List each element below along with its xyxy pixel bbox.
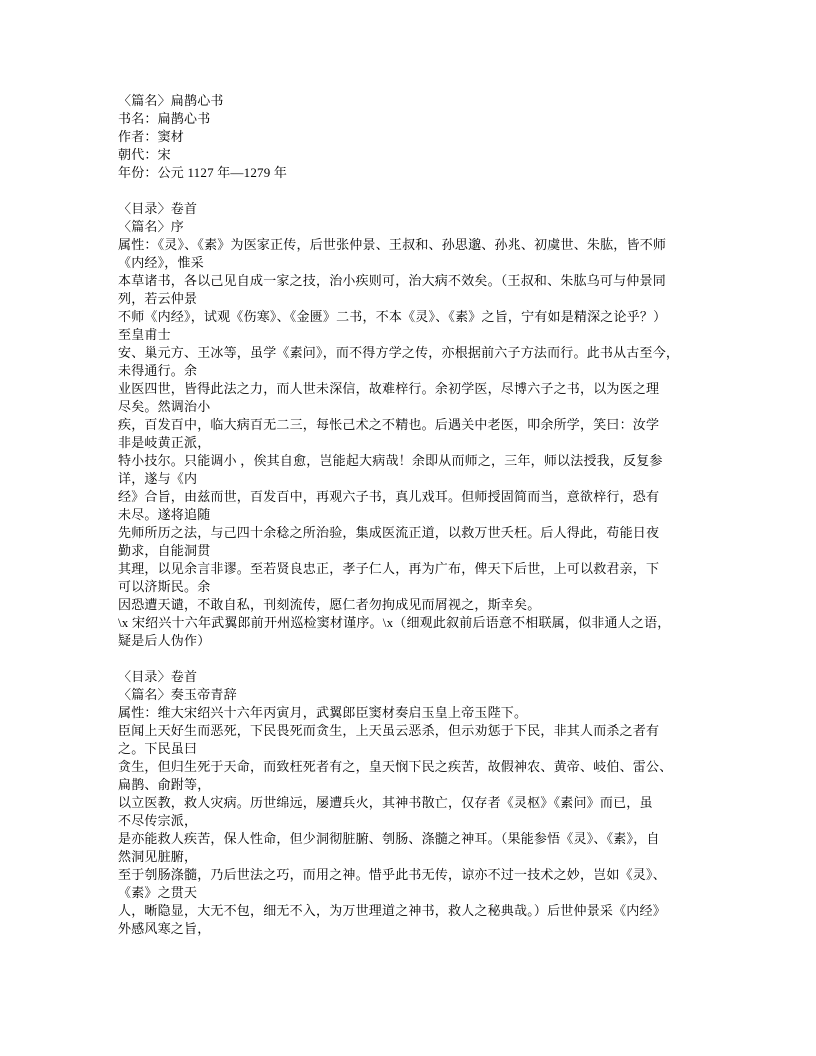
- text-line: 扁鹊、俞跗等，: [118, 777, 211, 792]
- text-line: 本草诸书，各以己见自成一家之技，治小疾则可，治大病不效矣。（王叔和、朱肱乌可与仲景同: [118, 273, 666, 288]
- text-line: 然洞见脏腑，: [118, 849, 198, 864]
- text-line: 尽矣。然调治小: [118, 399, 211, 414]
- text-line: 列，若云仲景: [118, 291, 198, 306]
- text-line: 勤求，自能洞贯: [118, 543, 211, 558]
- text-line: 贪生，但归生死于天命，而致枉死者有之，皇天悯下民之疾苦，故假神农、黄帝、岐伯、雷公、: [118, 759, 673, 774]
- text-line: 是亦能救人疾苦，保人性命，但少洞彻脏腑、刳肠、涤髓之神耳。（果能参悟《灵》、《素》，自: [118, 831, 660, 846]
- text-line: 属性：《灵》、《素》为医家正传，后世张仲景、王叔和、孙思邈、孙兆、初虞世、朱肱，皆不师: [118, 237, 667, 252]
- text-line: 其理，以见余言非谬。至若贤良忠正，孝子仁人，再为广布，俾天下后世，上可以救君亲，下: [118, 561, 660, 576]
- text-line: 人，晰隐显，大无不包，细无不入，为万世理道之神书，救人之秘典哉。）后世仲景采《内经》: [118, 903, 666, 918]
- text-line: \x 宋绍兴十六年武翼郎前开州巡检窦材谨序。\x（细观此叙前后语意不相联属，似非通人之语，: [118, 615, 671, 630]
- text-line: 不尽传宗派，: [118, 813, 198, 828]
- section-catalog: 〈目录〉卷首: [118, 669, 198, 684]
- text-line: 业医四世，皆得此法之力，而人世未深信，故难梓行。余初学医，尽博六子之书，以为医之理: [118, 381, 660, 396]
- text-line: 至于刳肠涤髓，乃后世法之巧，而用之神。惜乎此书无传，谅亦不过一技术之妙，岂如《灵》、: [118, 867, 666, 882]
- section-catalog: 〈目录〉卷首: [118, 201, 198, 216]
- text-line: 经》合旨，由兹而世，百发百中，再观六子书，真儿戏耳。但师授固简而当，意欲梓行，恐有: [118, 489, 660, 504]
- dynasty-line: 朝代：宋: [118, 147, 171, 162]
- blank-line: [118, 182, 816, 200]
- doc-tag-title: 〈篇名〉扁鹊心书: [118, 93, 224, 108]
- text-line: 安、巢元方、王冰等，虽学《素问》，而不得方学之传，亦根据前六子方法而行。此书从古至今，: [118, 345, 680, 360]
- section-title: 〈篇名〉序: [118, 219, 185, 234]
- text-line: 之。下民虽曰: [118, 741, 198, 756]
- text-line: 特小技尔。只能调小 ，俟其自愈，岂能起大病哉！余即从而师之，三年，师以法授我，反复参: [118, 453, 663, 468]
- text-line: 疾，百发百中，临大病百无二三，每怅己术之不精也。后遇关中老医，叩余所学，笑曰：汝学: [118, 417, 660, 432]
- text-line: 详，遂与《内: [118, 471, 198, 486]
- text-line: 疑是后人伪作）: [118, 633, 211, 648]
- year-line: 年份：公元 1127 年—1279 年: [118, 165, 288, 180]
- text-line: 《内经》，惟采: [118, 255, 204, 270]
- book-name-line: 书名：扁鹊心书: [118, 111, 211, 126]
- text-line: 先师所历之法，与己四十余稔之所治验，集成医流正道，以救万世夭枉。后人得此，苟能日夜: [118, 525, 660, 540]
- text-line: 未尽。遂将追随: [118, 507, 211, 522]
- text-line: 《素》之贯天: [118, 885, 198, 900]
- text-line: 不师《内经》，试观《伤寒》、《金匮》二书，不本《灵》、《素》之旨，宁有如是精深之论乎？）: [118, 309, 667, 324]
- text-line: 非是岐黄正派，: [118, 435, 211, 450]
- text-line: 外感风寒之旨，: [118, 921, 211, 936]
- text-line: 可以济斯民。余: [118, 579, 211, 594]
- text-line: 属性：维大宋绍兴十六年丙寅月，武翼郎臣窦材奏启玉皇上帝玉陛下。: [118, 705, 528, 720]
- text-line: 以立医教，救人灾病。历世绵远，屡遭兵火，其神书散亡，仅存者《灵枢》《素问》而已，虽: [118, 795, 653, 810]
- text-line: 臣闻上天好生而恶死，下民畏死而贪生，上天虽云恶杀，但示劝惩于下民，非其人而杀之者有: [118, 723, 660, 738]
- section-title: 〈篇名〉奏玉帝青辞: [118, 687, 237, 702]
- text-line: 至皇甫士: [118, 327, 171, 342]
- text-line: 因恐遭天谴，不敢自私，刊刻流传，愿仁者勿拘成见而屑视之，斯幸矣。: [118, 597, 541, 612]
- text-line: 未得通行。余: [118, 363, 198, 378]
- author-line: 作者：窦材: [118, 129, 185, 144]
- blank-line: [118, 650, 816, 668]
